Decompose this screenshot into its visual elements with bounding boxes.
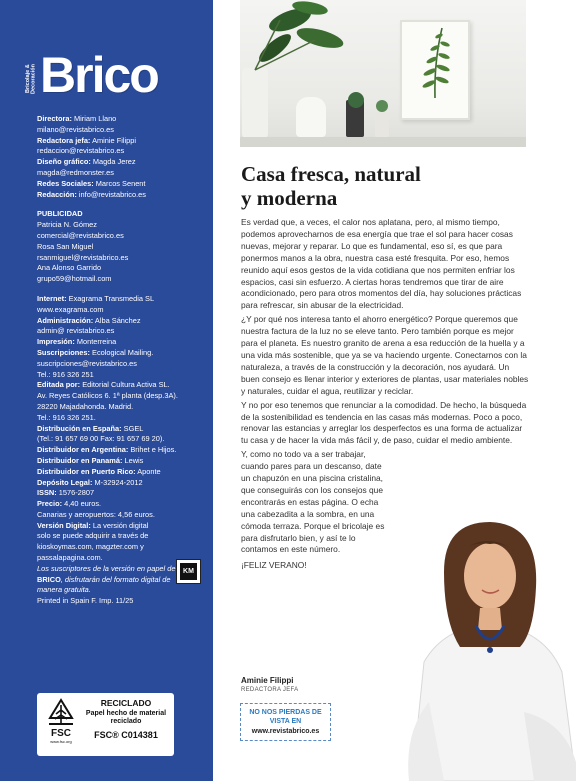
credit-internet-web[interactable]: www.exagrama.com — [37, 304, 104, 314]
credit-digital-4[interactable]: passalapagina.com. — [37, 553, 103, 563]
fern-icon — [402, 22, 468, 102]
fsc-code: FSC® C014381 — [94, 730, 158, 740]
credit-redaccion: Redacción: info@revistabrico.es — [37, 189, 146, 199]
credit-dist-pa: Distribuidor en Panamá: Lewis — [37, 455, 144, 465]
pub3-email[interactable]: grupo59@hotmail.com — [37, 274, 112, 284]
paragraph-4: Y, como no todo va a ser trabajar, cuando pares para un descanso, date un chapuzón en una piscina cristalina, que conseguirás con los consejos que encontrarás en estas página. O echa una cabezadita a la sombra, en una cómoda terraza. Porque el bricolaje es para disfrutarlo bien, y así te lo contamos en este número. — [241, 449, 385, 555]
credit-deposito: Depósito Legal: M-32924-2012 — [37, 477, 143, 487]
website-cta: NO NOS PIERDAS DE VISTA EN — [249, 709, 322, 725]
author-signature — [241, 676, 298, 694]
credit-suscriptores-1: Los suscriptores de la versión en papel de — [37, 563, 176, 573]
credit-suscriptores-2: BRICO, disfrutarán del formato digital de — [37, 574, 171, 584]
credit-suscriptores-3: manera gratuita. — [37, 585, 91, 595]
credit-editada: Editada por: Editorial Cultura Activa SL. — [37, 380, 170, 390]
credit-diseno-email[interactable]: magda@redmonster.es — [37, 167, 114, 177]
author-role: REDACTORA JEFA — [241, 687, 299, 693]
credit-suscr-tel: Tel.: 916 326 251 — [37, 369, 94, 379]
fern-print-frame — [400, 20, 470, 120]
hero-photo — [240, 0, 526, 147]
closing-greeting: ¡FELIZ VERANO! — [241, 560, 307, 571]
credit-directora-email[interactable]: milano@revistabrico.es — [37, 124, 114, 134]
credit-diseno: Diseño gráfico: Magda Jerez — [37, 157, 136, 167]
publicidad-heading: PUBLICIDAD — [37, 209, 83, 219]
credit-printed: Printed in Spain F. Imp. 11/25 — [37, 596, 134, 606]
article-title: Casa fresca, natural y moderna — [241, 162, 421, 210]
credit-redactora-email[interactable]: redaccion@revistabrico.es — [37, 146, 125, 156]
credit-directora: Directora: Miriam Llano — [37, 114, 117, 123]
fsc-material: Papel hecho de material reciclado — [85, 710, 167, 725]
credit-digital-2: solo se puede adquirir a través de — [37, 531, 149, 541]
credit-precio-canarias: Canarias y aeropuertos: 4,56 euros. — [37, 509, 155, 519]
credit-editada-tel: Tel.: 916 326 251. — [37, 412, 96, 422]
masthead-sidebar — [0, 0, 213, 781]
credit-digital: Versión Digital: La versión digital — [37, 520, 149, 530]
paragraph-2: ¿Y por qué nos interesa tanto el ahorro energético? Porque queremos que nuestra factura de la luz no se eleve tanto. Pero también porque es mejor para el planeta. Es nuestro granito de arena a esa reducción de la huella y a una vida más sostenible, que ya se va haciendo urgente. Conectarnos con la naturaleza, a través de la construcción y la decoración, nos ayudará. Un buen consejo es llenar interior y exteriores de plantas, usar materiales nobles y naturales, cuidar el agua, reutilizar y reciclar. — [241, 314, 529, 396]
credit-redes: Redes Sociales: Marcos Senent — [37, 178, 146, 188]
credit-dist-es-tel: (Tel.: 91 657 69 00 Fax: 91 657 69 20). — [37, 434, 165, 444]
credit-digital-3[interactable]: kioskoymas.com, magzter.com y — [37, 542, 144, 552]
ceramic-figure — [296, 97, 326, 137]
fsc-recycled: RECICLADO — [100, 698, 152, 708]
logo-word: Brico — [40, 47, 158, 103]
credit-redactora: Redactora jefa: Aminie Filippi — [37, 135, 137, 145]
credit-suscr-email[interactable]: suscripciones@revistabrico.es — [37, 358, 137, 368]
website-box[interactable] — [240, 703, 331, 741]
credit-dist-es: Distribución en España: SGEL — [37, 423, 144, 433]
credit-impresion: Impresión: Monterreina — [37, 337, 117, 347]
fsc-tree-icon: FSC www.fsc.org — [43, 698, 79, 748]
author-portrait — [404, 512, 576, 781]
author-name: Aminie Filippi — [241, 676, 294, 685]
website-url[interactable]: www.revistabrico.es — [251, 728, 320, 735]
logo-tagline: Bricolaje & Decoración — [25, 64, 37, 94]
paragraph-3: Y no por eso tenemos que renunciar a la comodidad. De hecho, la búsqueda de la sostenibilidad es tendencia en las casas más modernas. Poco a poco, renovar las estancias y arreglar los desperfectos es una forma de actualizar tu casa y de hacer la vida más fácil y, de paso, cuidar el medio ambiente. — [241, 399, 527, 446]
credit-admin: Administración: Alba Sánchez — [37, 315, 141, 325]
credit-dist-ar: Distribuidor en Argentina: Brihet e Hijos. — [37, 445, 177, 455]
credit-issn: ISSN: 1576-2807 — [37, 488, 95, 498]
credit-suscr: Suscripciones: Ecological Mailing. — [37, 347, 154, 357]
credits-list — [37, 114, 207, 607]
paragraph-1: Es verdad que, a veces, el calor nos aplatana, pero, al mismo tiempo, podemos aprovecharnos de esa energía que trae el sol para hacer cosas nuevas, mejorar y reparar. Lo que es fundamental, eso sí, es que para ponermos manos a la obra, nuestra casa esté fresquita. Por eso, hemos reunido aquí esos gestos de la vida cotidiana que nos permiten enfriar los espacios, casi sin esfuerzo. A ciertas horas tendremos que tirar de aire acondicionado, pero para otros momentos del día, hay soluciones prácticas para refrescar, sin abusar de la electricidad. — [241, 217, 522, 311]
kiosk-badge-icon: KM — [176, 559, 201, 584]
credit-dist-pr: Distribuidor en Puerto Rico: Aponte — [37, 466, 161, 476]
fsc-label — [37, 693, 174, 756]
shelf — [240, 137, 526, 147]
credit-editada-addr1: Av. Reyes Católicos 6. 1ª planta (desp.3A). — [37, 391, 178, 401]
pub3-name: Ana Alonso Garrido — [37, 263, 102, 273]
pub2-name: Rosa San Miguel — [37, 241, 94, 251]
credit-precio: Precio: 4,40 euros. — [37, 499, 102, 509]
plant-leaves-icon — [240, 0, 360, 110]
credit-admin-email[interactable]: admin@ revistabrico.es — [37, 326, 115, 336]
credit-internet: Internet: Exagrama Transmedia SL — [37, 293, 155, 303]
pub1-name: Patricia N. Gómez — [37, 220, 97, 230]
credit-editada-addr2: 28220 Majadahonda. Madrid. — [37, 401, 134, 411]
succulent-icon — [344, 84, 394, 118]
pub2-email[interactable]: rsanmiguel@revistabrico.es — [37, 252, 129, 262]
pub1-email[interactable]: comercial@revistabrico.es — [37, 230, 124, 240]
